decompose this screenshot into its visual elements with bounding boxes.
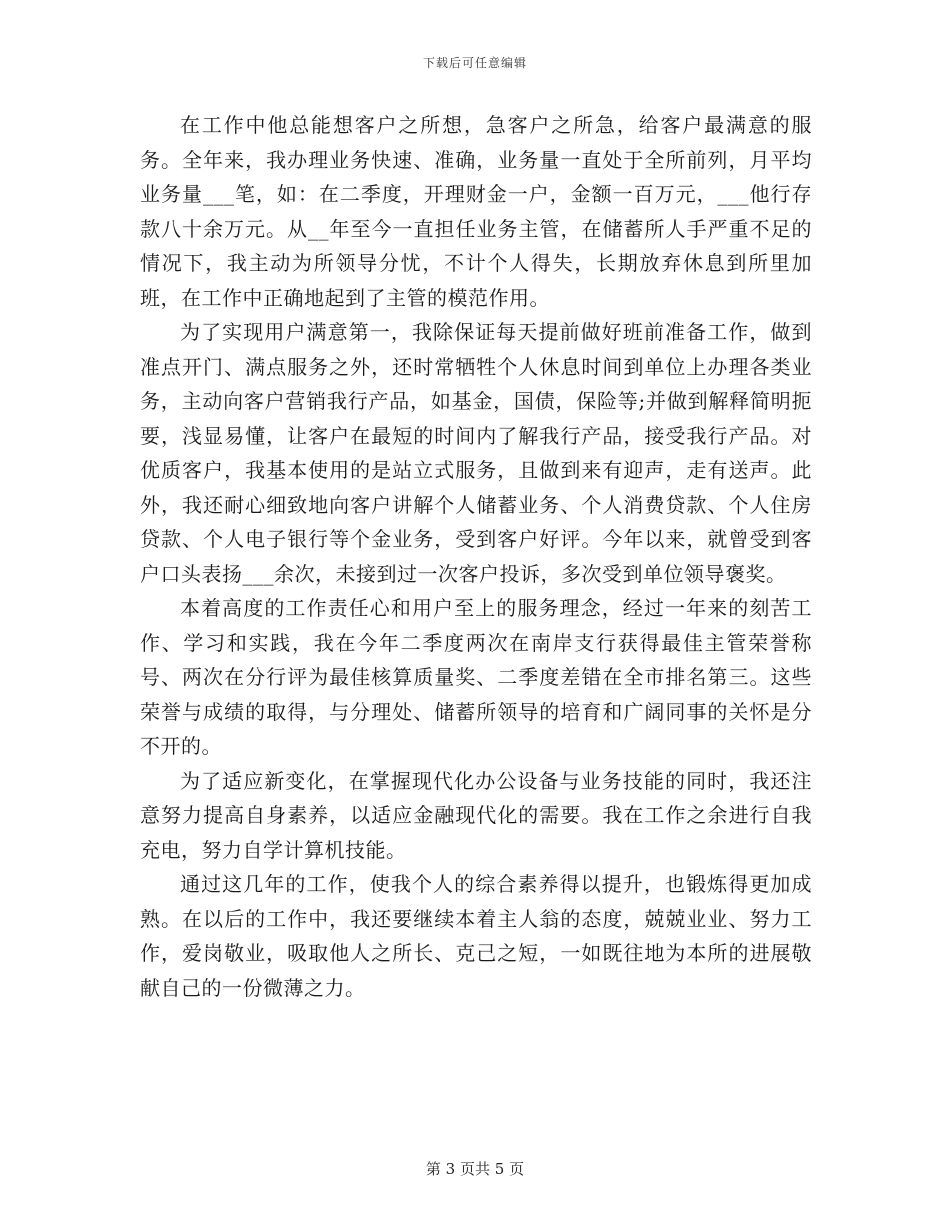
paragraph: 为了实现用户满意第一，我除保证每天提前做好班前准备工作，做到准点开门、满点服务之外，还时常牺牲个人休息时间到单位上办理各类业务，主动向客户营销我行产品，如基金，国债，保险等;并做到解释简明扼要，浅显易懂，让客户在最短的时间内了解我行产品，接受我行产品。对优质客户，我基本使用的是站立式服务，且做到来有迎声，走有送声。此外，我还耐心细致地向客户讲解个人储蓄业务、个人消费贷款、个人住房贷款、个人电子银行等个金业务，受到客户好评。今年以来，就曾受到客户口头表扬___余次，未接到过一次客户投诉，多次受到单位领导褒奖。: [140, 320, 812, 586]
document-body: [140, 108, 812, 1005]
page-number: 第 3 页共 5 页: [425, 1160, 525, 1178]
page-header: 下载后可任意编辑: [422, 56, 527, 70]
paragraph: 为了适应新变化，在掌握现代化办公设备与业务技能的同时，我还注意努力提高自身素养，以适应金融现代化的需要。我在工作之余进行自我充电，努力自学计算机技能。: [140, 768, 812, 862]
paragraph: 在工作中他总能想客户之所想，急客户之所急，给客户最满意的服务。全年来，我办理业务快速、准确，业务量一直处于全所前列，月平均业务量___笔，如：在二季度，开理财金一户，金额一百万元，___他行存款八十余万元。从__年至今一直担任业务主管，在储蓄所人手严重不足的情况下，我主动为所领导分忧，不计个人得失，长期放弃休息到所里加班，在工作中正确地起到了主管的模范作用。: [140, 113, 812, 310]
paragraph: 通过这几年的工作，使我个人的综合素养得以提升，也锻炼得更加成熟。在以后的工作中，我还要继续本着主人翁的态度，兢兢业业、努力工作，爱岗敬业，吸取他人之所长、克己之短，一如既往地为本所的进展敬献自己的一份微薄之力。: [140, 872, 812, 1000]
paragraph: 本着高度的工作责任心和用户至上的服务理念，经过一年来的刻苦工作、学习和实践，我在今年二季度两次在南岸支行获得最佳主管荣誉称号、两次在分行评为最佳核算质量奖、二季度差错在全市排名第三。这些荣誉与成绩的取得，与分理处、储蓄所领导的培育和广阔同事的关怀是分不开的。: [140, 596, 812, 758]
